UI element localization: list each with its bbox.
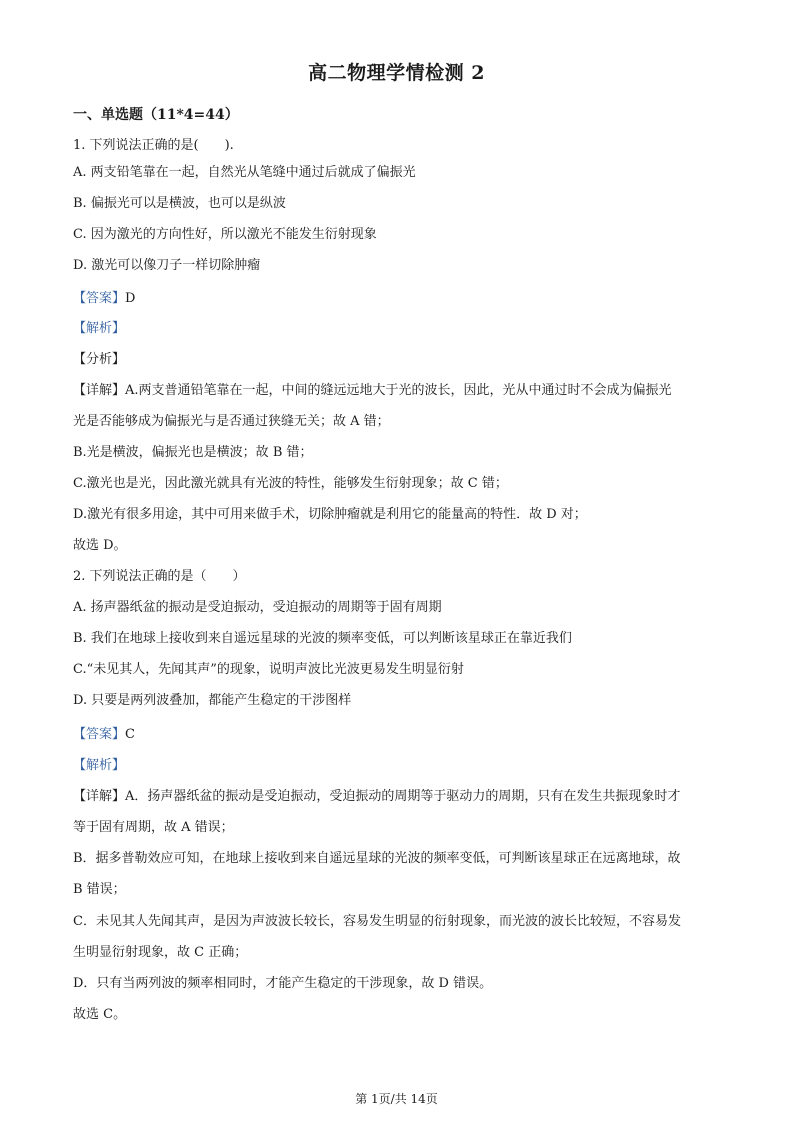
detail-text: A.两支普通铅笔靠在一起，中间的缝远远地大于光的波长，因此，光从中通过时不会成为偏振光: [125, 383, 672, 398]
q2-detail-line: 生明显衍射现象，故 C 正确；: [73, 945, 248, 960]
q1-stem: 1. 下列说法正确的是( ).: [73, 138, 234, 153]
section-heading: 一、单选题（11*4=44）: [73, 107, 239, 123]
page-footer: 第 1页/共 14页: [355, 1092, 438, 1106]
q1-conclusion: 故选 D。: [73, 538, 127, 553]
detail-text: A．扬声器纸盆的振动是受迫振动，受迫振动的周期等于驱动力的周期，只有在发生共振现象时才: [125, 789, 681, 804]
q2-answer: [73, 726, 135, 744]
q2-analysis-tag: 【解析】: [73, 758, 126, 773]
answer-value: D: [125, 291, 136, 306]
q1-fenxi-tag: 【分析】: [73, 352, 126, 367]
detail-tag: 【详解】: [73, 789, 126, 804]
q1-analysis-tag: 【解析】: [73, 321, 126, 336]
q1-detail-line: D.激光有很多用途，其中可用来做手术，切除肿瘤就是利用它的能量高的特性．故 D 对；: [73, 507, 587, 522]
q1-option-a: A. 两支铅笔靠在一起，自然光从笔缝中通过后就成了偏振光: [73, 165, 416, 180]
q2-detail-line: D．只有当两列波的频率相同时，才能产生稳定的干涉现象，故 D 错误。: [73, 976, 493, 991]
q2-detail-line: B 错误；: [73, 882, 126, 897]
q1-answer: [73, 290, 135, 308]
q2-detail-line: B．据多普勒效应可知，在地球上接收到来自遥远星球的光波的频率变低，可判断该星球正在远离地球，故: [73, 851, 681, 866]
page-title: 高二物理学情检测 2: [308, 62, 485, 84]
answer-tag: 【答案】: [73, 291, 126, 306]
answer-tag: 【答案】: [73, 727, 126, 742]
q2-option-c: C.“未见其人，先闻其声”的现象，说明声波比光波更易发生明显衍射: [73, 662, 464, 677]
q2-option-d: D. 只要是两列波叠加，都能产生稳定的干涉图样: [73, 693, 352, 708]
q2-option-a: A. 扬声器纸盆的振动是受迫振动，受迫振动的周期等于固有周期: [73, 600, 442, 615]
q1-detail-line: 光是否能够成为偏振光与是否通过狭缝无关；故 A 错；: [73, 414, 390, 429]
q1-option-c: C. 因为激光的方向性好，所以激光不能发生衍射现象: [73, 227, 377, 242]
q2-detail-line: 等于固有周期，故 A 错误；: [73, 820, 234, 835]
q1-detail-line: B.光是横波，偏振光也是横波；故 B 错；: [73, 445, 313, 460]
q1-detail-line: [73, 382, 672, 400]
q2-option-b: B. 我们在地球上接收到来自遥远星球的光波的频率变低，可以判断该星球正在靠近我们: [73, 631, 572, 646]
answer-value: C: [125, 727, 135, 742]
q1-option-b: B. 偏振光可以是横波，也可以是纵波: [73, 196, 286, 211]
q1-detail-line: C.激光也是光，因此激光就具有光波的特性，能够发生衍射现象；故 C 错；: [73, 476, 508, 491]
q2-detail-line: [73, 788, 680, 806]
q1-option-d: D. 激光可以像刀子一样切除肿瘤: [73, 258, 261, 273]
q2-conclusion: 故选 C。: [73, 1007, 127, 1022]
q2-detail-line: C．未见其人先闻其声，是因为声波波长较长，容易发生明显的衍射现象，而光波的波长比较短，不容易发: [73, 914, 681, 929]
detail-tag: 【详解】: [73, 383, 126, 398]
q2-stem: 2. 下列说法正确的是（ ）: [73, 569, 246, 584]
